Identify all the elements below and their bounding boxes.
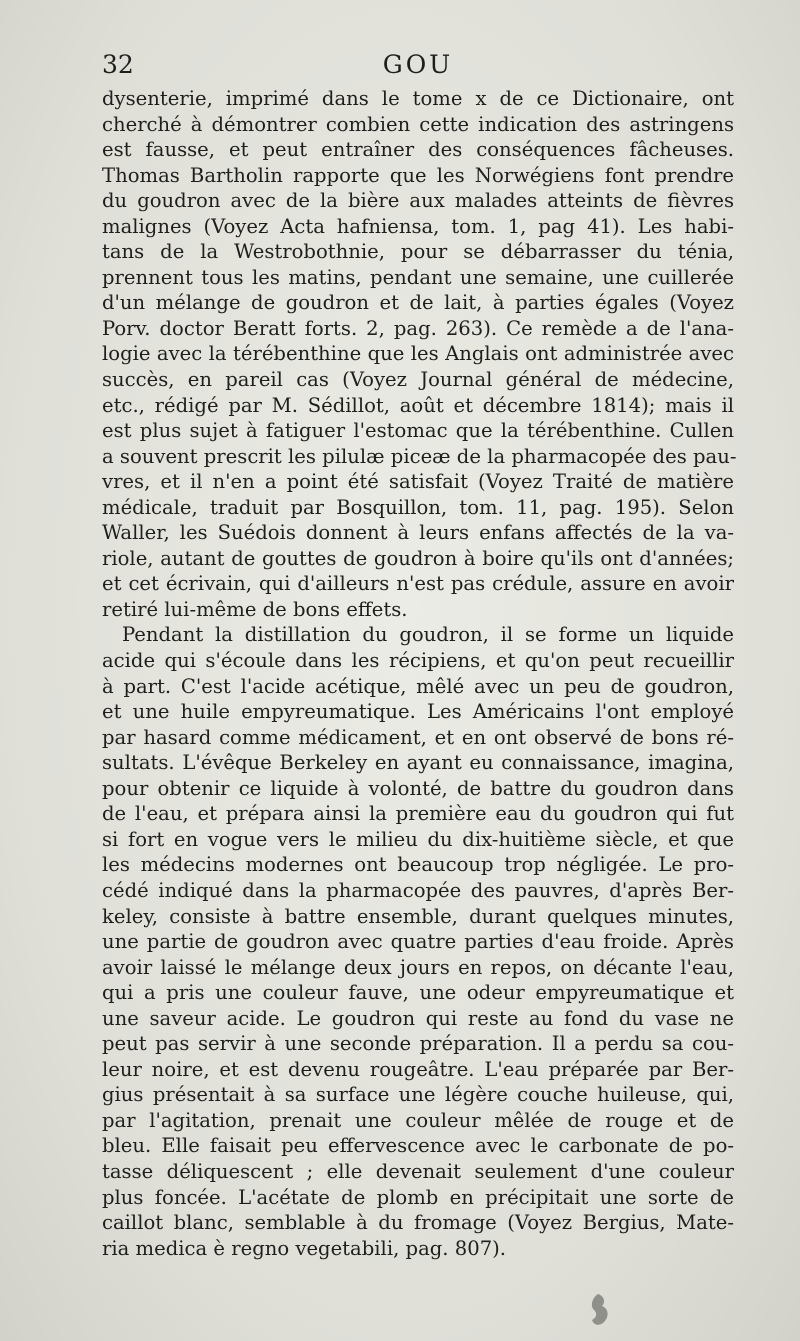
text-line: tans de la Westrobothnie, pour se débarrasser du ténia,	[102, 240, 734, 264]
text-line: leur noire, et est devenu rougeâtre. L'eau préparée par Ber-	[102, 1057, 734, 1081]
text-line: riole, autant de gouttes de goudron à boire qu'ils ont d'années;	[102, 546, 734, 570]
text-line: peut pas servir à une seconde préparation. Il a perdu sa cou-	[102, 1032, 734, 1056]
text-line: caillot blanc, semblable à du fromage (Voyez Bergius, Mate-	[102, 1211, 734, 1235]
text-line: etc., rédigé par M. Sédillot, août et décembre 1814); mais il	[102, 393, 734, 417]
text-line: du goudron avec de la bière aux malades atteints de fièvres	[102, 189, 734, 213]
text-line: logie avec la térébenthine que les Anglais ont administrée avec	[102, 342, 734, 366]
text-line: ria medica è regno vegetabili, pag. 807).	[102, 1236, 507, 1260]
text-line: de l'eau, et prépara ainsi la première eau du goudron qui fut	[102, 802, 734, 826]
paragraph-2	[102, 622, 734, 1261]
text-line: prennent tous les matins, pendant une semaine, une cuillerée	[102, 265, 734, 289]
text-line: pour obtenir ce liquide à volonté, de battre du goudron dans	[102, 776, 734, 800]
text-line: Thomas Bartholin rapporte que les Norwégiens font prendre	[102, 163, 734, 187]
text-line: si fort en vogue vers le milieu du dix-huitième siècle, et que	[102, 827, 734, 851]
text-line: cherché à démontrer combien cette indication des astringens	[102, 112, 734, 136]
text-line: est fausse, et peut entraîner des conséquences fâcheuses.	[102, 138, 734, 162]
text-line: qui a pris une couleur fauve, une odeur empyreumatique et	[102, 981, 734, 1005]
text-line: par l'agitation, prenait une couleur mêlée de rouge et de	[102, 1108, 734, 1132]
text-line: tasse déliquescent ; elle devenait seulement d'une couleur	[102, 1159, 734, 1183]
text-line: a souvent prescrit les pilulæ piceæ de la pharmacopée des pau-	[102, 444, 737, 468]
text-line: Pendant la distillation du goudron, il se forme un liquide	[122, 623, 734, 647]
page-number: 32	[102, 50, 134, 79]
text-line: dysenterie, imprimé dans le tome x de ce Dictionaire, ont	[102, 87, 734, 110]
text-line: est plus sujet à fatiguer l'estomac que la térébenthine. Cullen	[102, 419, 734, 443]
text-line: cédé indiqué dans la pharmacopée des pauvres, d'après Ber-	[102, 878, 734, 902]
text-line: et cet écrivain, qui d'ailleurs n'est pas crédule, assure en avoir	[102, 572, 734, 596]
text-line: plus foncée. L'acétate de plomb en précipitait une sorte de	[102, 1185, 734, 1209]
text-line: Waller, les Suédois donnent à leurs enfans affectés de la va-	[102, 521, 734, 545]
text-line: retiré lui-même de bons effets.	[102, 597, 408, 621]
text-line: succès, en pareil cas (Voyez Journal général de médecine,	[102, 368, 734, 392]
text-line: vres, et il n'en a point été satisfait (Voyez Traité de matière	[102, 470, 734, 494]
body-text	[102, 86, 737, 1261]
text-line: malignes (Voyez Acta hafniensa, tom. 1, pag 41). Les habi-	[102, 214, 734, 238]
ink-blot-mark	[586, 1292, 616, 1328]
text-line: bleu. Elle faisait peu effervescence avec le carbonate de po-	[102, 1134, 734, 1158]
text-line: avoir laissé le mélange deux jours en repos, on décante l'eau,	[102, 955, 734, 979]
text-line: et une huile empyreumatique. Les Américains l'ont employé	[102, 700, 734, 724]
text-line: par hasard comme médicament, et en ont observé de bons ré-	[102, 725, 734, 749]
text-line: à part. C'est l'acide acétique, mêlé avec un peu de goudron,	[102, 674, 734, 698]
text-line: les médecins modernes ont beaucoup trop négligée. Le pro-	[102, 853, 734, 877]
text-line: gius présentait à sa surface une légère couche huileuse, qui,	[102, 1083, 734, 1107]
text-line: d'un mélange de goudron et de lait, à parties égales (Voyez	[102, 291, 734, 315]
text-line: médicale, traduit par Bosquillon, tom. 11, pag. 195). Selon	[102, 495, 734, 519]
text-line: Porv. doctor Beratt forts. 2, pag. 263). Ce remède a de l'ana-	[102, 316, 734, 340]
text-line: keley, consiste à battre ensemble, durant quelques minutes,	[102, 904, 734, 928]
text-line: sultats. L'évêque Berkeley en ayant eu connaissance, imagina,	[102, 751, 734, 775]
paragraph-1	[102, 86, 737, 622]
text-line: une partie de goudron avec quatre parties d'eau froide. Après	[102, 930, 734, 954]
text-line: une saveur acide. Le goudron qui reste au fond du vase ne	[102, 1006, 734, 1030]
running-head: GOU	[382, 50, 454, 79]
text-line: acide qui s'écoule dans les récipiens, et qu'on peut recueillir	[102, 649, 734, 673]
